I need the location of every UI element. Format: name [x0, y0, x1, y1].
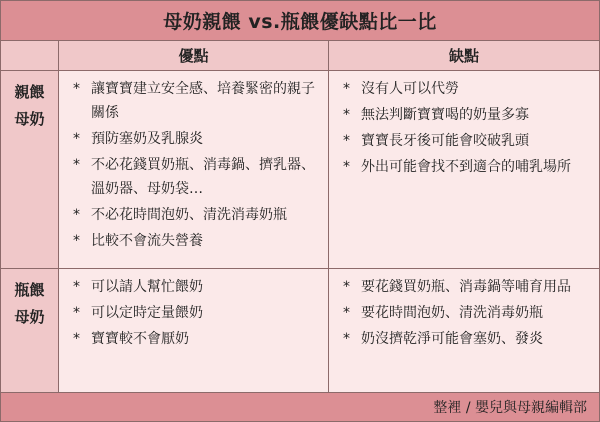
footer-credit: 整裡 / 嬰兒與母親編輯部: [1, 393, 599, 421]
list-item: [343, 155, 591, 179]
list-item-text: 沒有人可以代勞: [361, 81, 459, 97]
row-label-line: 瓶餵: [14, 281, 45, 299]
list-item-text: 比較不會流失營養: [91, 233, 203, 249]
header-pros: 優點: [59, 41, 329, 71]
list-item-text: 無法判斷寶寶喝的奶量多寡: [361, 107, 529, 123]
bullet-asterisk: *: [73, 81, 80, 97]
list-item-text: 要花時間泡奶、清洗消毒奶瓶: [361, 305, 543, 321]
cell-breastfeeding-pros: [59, 71, 329, 269]
bullet-asterisk: *: [343, 331, 350, 347]
pros-list: [73, 275, 320, 351]
header-corner: [1, 41, 59, 71]
cell-bottlefeeding-pros: [59, 269, 329, 393]
bullet-asterisk: *: [343, 159, 350, 175]
list-item-text: 寶寶較不會厭奶: [91, 331, 189, 347]
bullet-asterisk: *: [343, 305, 350, 321]
list-item: [343, 327, 591, 351]
pros-list: [73, 77, 320, 253]
bullet-asterisk: *: [73, 305, 80, 321]
row-label-breastfeeding: [1, 71, 59, 269]
row-label-line: 母奶: [14, 308, 45, 326]
list-item: [343, 129, 591, 153]
list-item-text: 不必花時間泡奶、清洗消毒奶瓶: [91, 207, 287, 223]
list-item: [73, 327, 320, 351]
list-item-text: 外出可能會找不到適合的哺乳場所: [361, 159, 571, 175]
list-item-text: 可以定時定量餵奶: [91, 305, 203, 321]
bullet-asterisk: *: [73, 207, 80, 223]
cell-bottlefeeding-cons: [329, 269, 599, 393]
row-label-bottlefeeding: [1, 269, 59, 393]
list-item: [343, 301, 591, 325]
list-item-text: 寶寶長牙後可能會咬破乳頭: [361, 133, 529, 149]
list-item: [343, 103, 591, 127]
header-cons: 缺點: [329, 41, 599, 71]
row-label-line: 親餵: [14, 83, 45, 101]
list-item-text: 奶沒擠乾淨可能會塞奶、發炎: [361, 331, 543, 347]
list-item-text: 可以請人幫忙餵奶: [91, 279, 203, 295]
table-title: 母奶親餵 vs.瓶餵優缺點比一比: [1, 1, 599, 41]
list-item: [343, 77, 591, 101]
list-item: [73, 77, 320, 125]
bullet-asterisk: *: [343, 133, 350, 149]
cons-list: [343, 77, 591, 179]
bullet-asterisk: *: [343, 107, 350, 123]
bullet-asterisk: *: [73, 279, 80, 295]
row-label-line: 母奶: [14, 110, 45, 128]
bullet-asterisk: *: [73, 157, 80, 173]
bullet-asterisk: *: [73, 131, 80, 147]
bullet-asterisk: *: [73, 331, 80, 347]
list-item: [343, 275, 591, 299]
list-item: [73, 275, 320, 299]
list-item: [73, 301, 320, 325]
bullet-asterisk: *: [343, 81, 350, 97]
bullet-asterisk: *: [343, 279, 350, 295]
list-item-text: 預防塞奶及乳腺炎: [91, 131, 203, 147]
cons-list: [343, 275, 591, 351]
cell-breastfeeding-cons: [329, 71, 599, 269]
list-item: [73, 153, 320, 201]
list-item-text: 讓寶寶建立安全感、培養緊密的親子關係: [91, 81, 315, 121]
list-item-text: 不必花錢買奶瓶、消毒鍋、擠乳器、溫奶器、母奶袋…: [91, 157, 315, 197]
list-item: [73, 229, 320, 253]
bullet-asterisk: *: [73, 233, 80, 249]
list-item: [73, 127, 320, 151]
list-item: [73, 203, 320, 227]
list-item-text: 要花錢買奶瓶、消毒鍋等哺育用品: [361, 279, 571, 295]
